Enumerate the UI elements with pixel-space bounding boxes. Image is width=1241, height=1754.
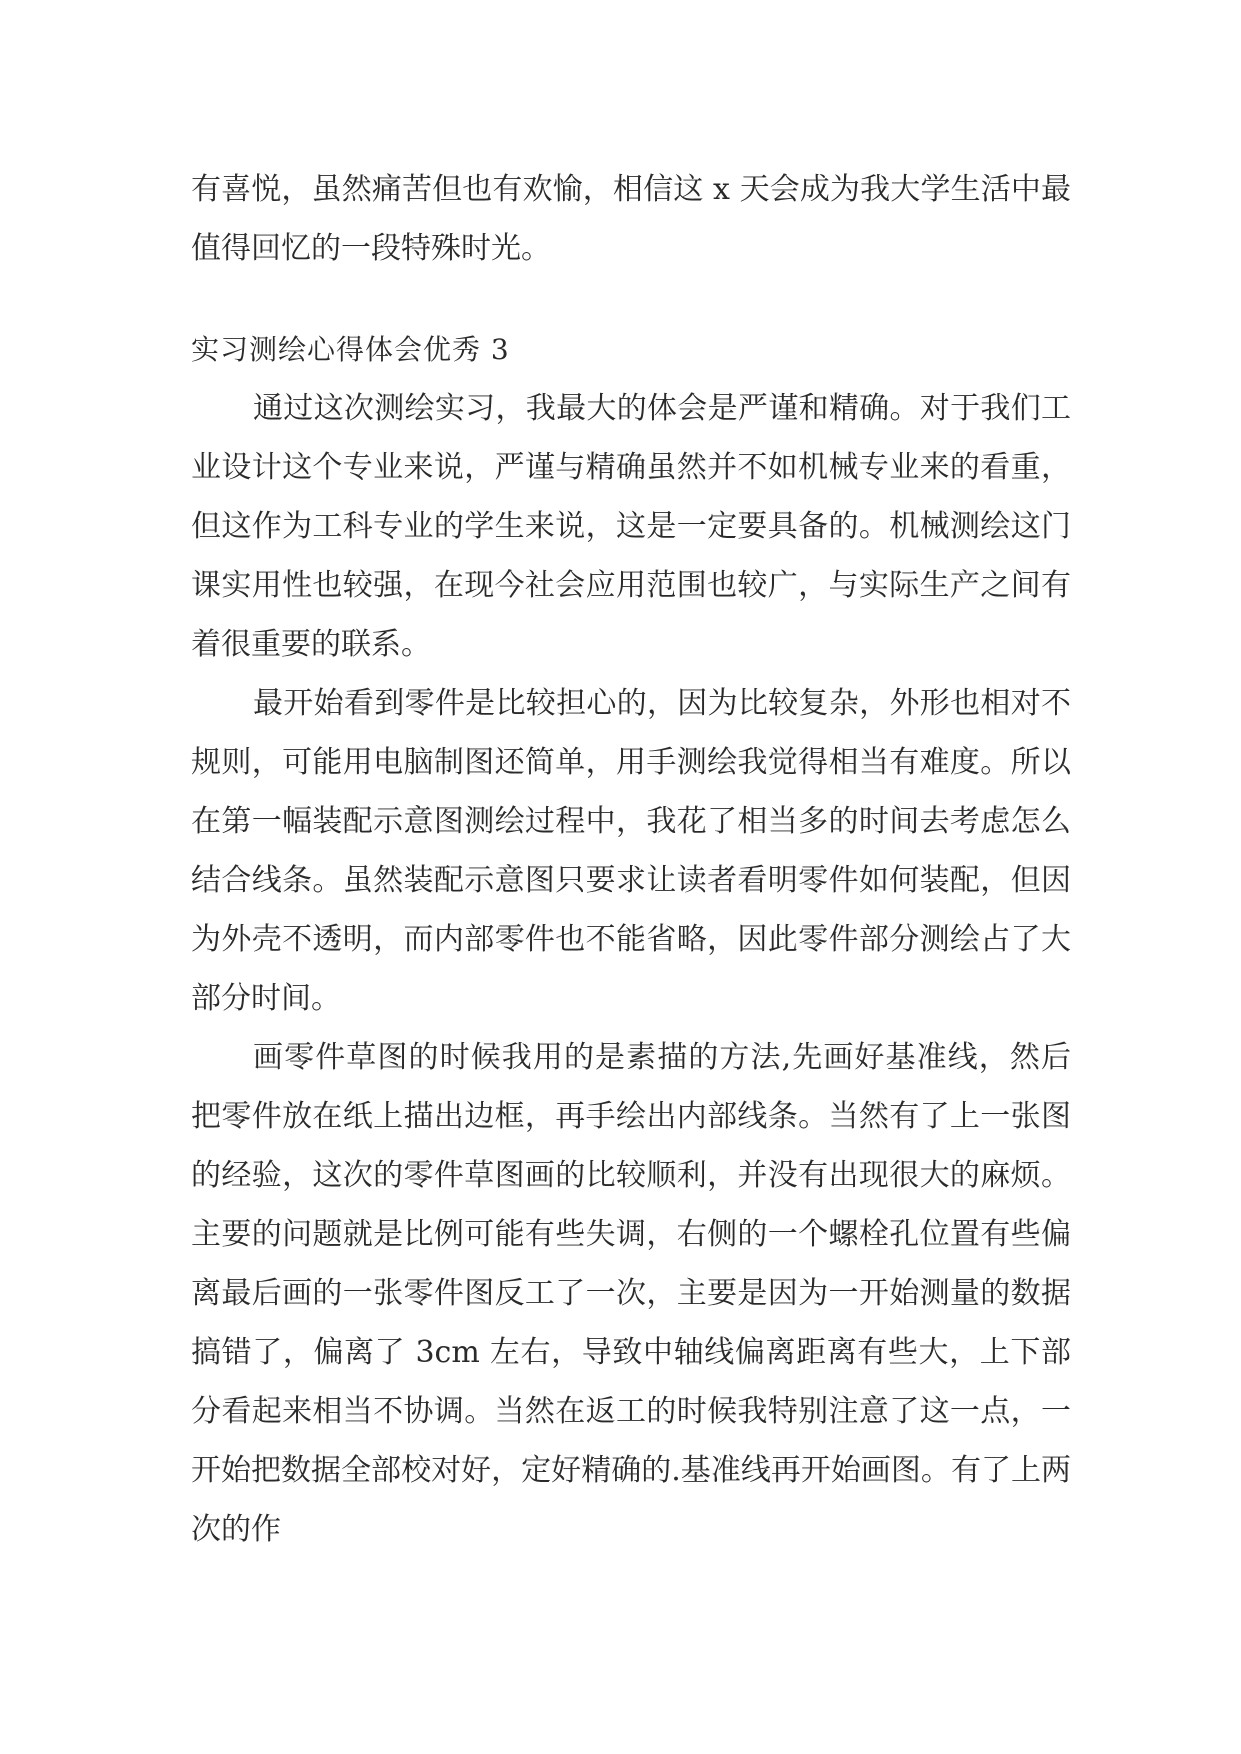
body-paragraph-1: 通过这次测绘实习，我最大的体会是严谨和精确。对于我们工业设计这个专业来说，严谨与精确虽然并不如机械专业来的看重，但这作为工科专业的学生来说，这是一定要具备的。机械测绘这门课实用性也较强，在现今社会应用范围也较广，与实际生产之间有着很重要的联系。 [191,391,1071,662]
section-title: 实习测绘心得体会优秀 3 [191,333,510,366]
section-gap [191,278,1071,320]
continuation-paragraph: 有喜悦，虽然痛苦但也有欢愉，相信这 x 天会成为我大学生活中最值得回忆的一段特殊时光。 [191,172,1071,266]
body-paragraph-2: 最开始看到零件是比较担心的，因为比较复杂，外形也相对不规则，可能用电脑制图还简单，用手测绘我觉得相当有难度。所以在第一幅装配示意图测绘过程中，我花了相当多的时间去考虑怎么结合线条。虽然装配示意图只要求让读者看明零件如何装配，但因为外壳不透明，而内部零件也不能省略，因此零件部分测绘占了大部分时间。 [191,686,1071,1016]
document-body [191,160,1071,1559]
body-paragraph-3: 画零件草图的时候我用的是素描的方法,先画好基准线，然后把零件放在纸上描出边框，再手绘出内部线条。当然有了上一张图的经验，这次的零件草图画的比较顺利，并没有出现很大的麻烦。主要的问题就是比例可能有些失调，右侧的一个螺栓孔位置有些偏离最后画的一张零件图反工了一次，主要是因为一开始测量的数据搞错了，偏离了 3cm 左右，导致中轴线偏离距离有些大，上下部分看起来相当不协调。当然在返工的时候我特别注意了这一点，一开始把数据全部校对好，定好精确的.基准线再开始画图。有了上两次的作 [191,1040,1071,1547]
